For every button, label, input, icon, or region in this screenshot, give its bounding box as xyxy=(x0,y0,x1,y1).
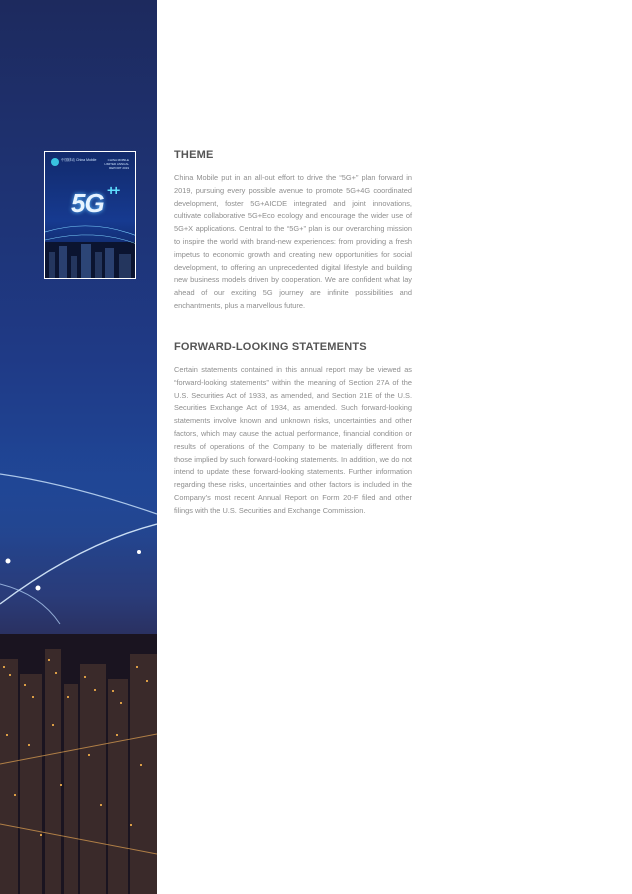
cover-city-image xyxy=(45,222,136,279)
cover-5g-headline: 5G xyxy=(71,188,104,218)
forward-looking-section xyxy=(174,341,412,518)
cover-report-text: CHINA MOBILE LIMITED ANNUAL REPORT 2019 xyxy=(104,158,129,170)
annual-report-cover-thumbnail xyxy=(44,151,136,279)
theme-heading: THEME xyxy=(174,149,214,161)
theme-body-text: China Mobile put in an all-out effort to drive the “5G+” plan forward in 2019, pursuing every possible avenue to promote 5G+4G coordinated development, foster 5G+AICDE integrated and joint innovations, cultivate collaborative 5G+Eco ecology and encourage the wider use of 5G+X applications. Central to the “5G+” plan is our overarching mission to inspire the world with brand-new experiences: from providing a fresh impetus to economic growth and creating new opportunities for social development, to offering an unprecedented digital lifestyle and building new business models driven by cooperation. We are confident what lay ahead of our exciting 5G journey are infinite possibilities and enchantments, plus a marvellous future. xyxy=(174,173,412,310)
theme-section xyxy=(174,149,412,313)
cover-logo-text: 中国移动 China Mobile xyxy=(61,158,97,162)
city-night-image xyxy=(0,434,157,894)
cover-plus-mark: ++ xyxy=(107,182,118,198)
forward-looking-body-text: Certain statements contained in this annual report may be viewed as “forward-looking statements” within the meaning of Section 27A of the U.S. Securities Act of 1933, as amended, and Section 21E of the U.S. Securities Exchange Act of 1934, as amended. Such forward-looking statements involve known and unknown risks, uncertainties and other factors, which may cause the actual performance, financial condition or results of operations of the Company to be materially different from those implied by such forward-looking statements. In addition, we do not intend to update these forward-looking statements. Further information regarding these risks, uncertainties and other factors is included in the Company’s most recent Annual Report on Form 20-F filed and other filings with the U.S. Securities and Exchange Commission. xyxy=(174,365,412,515)
side-image-panel xyxy=(0,0,157,894)
forward-looking-heading: FORWARD-LOOKING STATEMENTS xyxy=(174,341,367,353)
china-mobile-logo-icon xyxy=(51,158,59,166)
